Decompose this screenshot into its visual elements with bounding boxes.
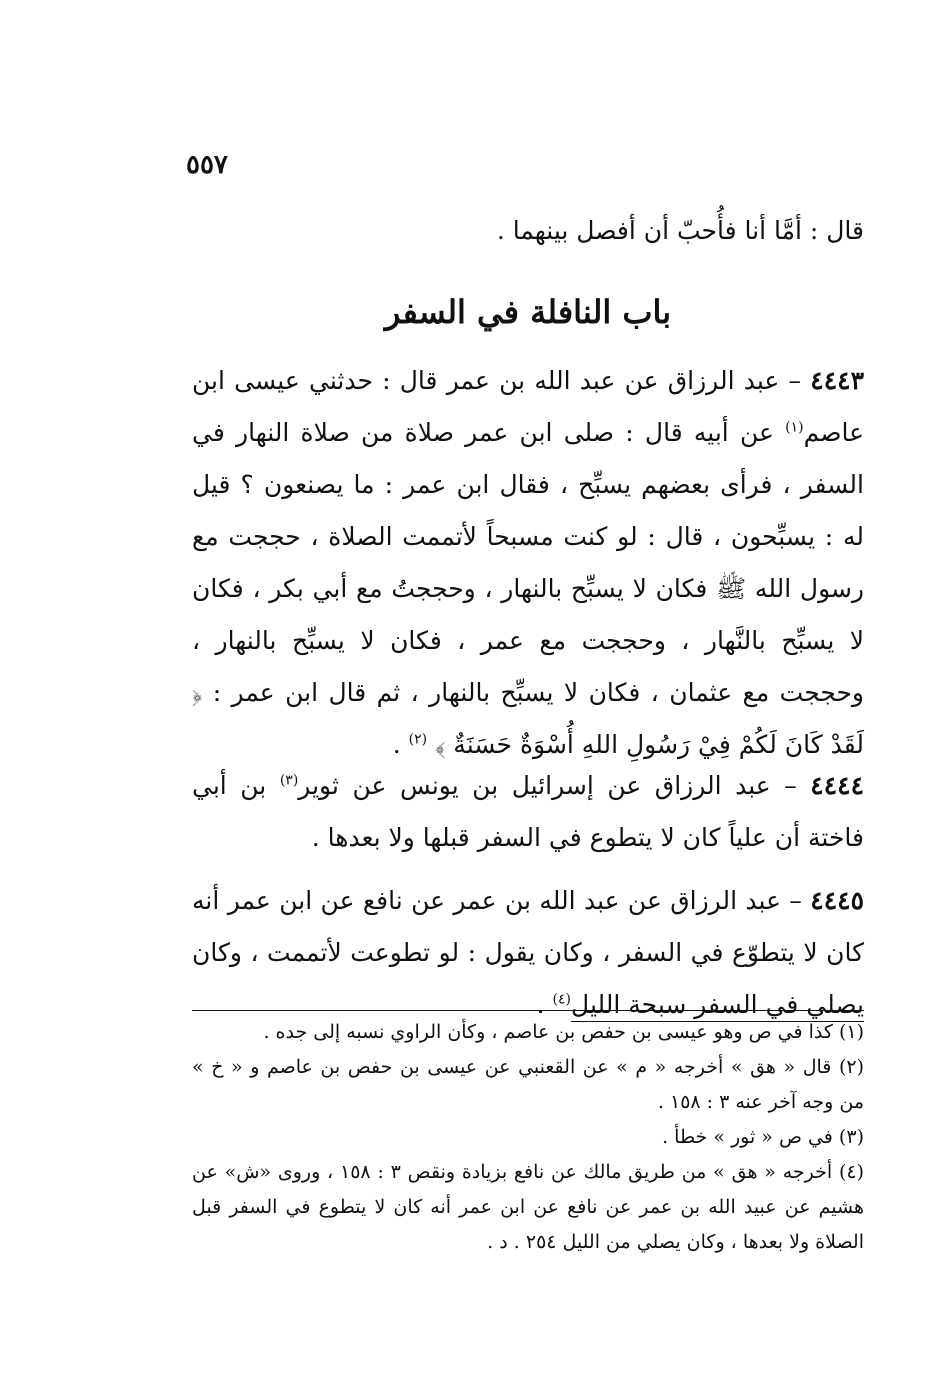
hadith-text: يصلي في السفر سبحة الليل bbox=[571, 990, 864, 1022]
hadith-text: . bbox=[392, 730, 401, 759]
footnote-ref: (٣) bbox=[279, 772, 299, 789]
hadith-4444 bbox=[192, 760, 864, 864]
hadith-text: – عبد الرزاق عن عبد الله بن عمر قال : حدثني عيسى ابن عاصم bbox=[192, 366, 864, 447]
hadith-4443 bbox=[192, 355, 864, 771]
footnotes bbox=[192, 1015, 864, 1260]
hadith-text: بن أبي فاختة أن علياً كان لا يتطوع في السفر قبلها ولا بعدها . bbox=[192, 771, 864, 852]
chapter-title: باب النافلة في السفر bbox=[384, 293, 672, 331]
footnote-3: (٣) في ص « ثور » خطأ . bbox=[662, 1126, 864, 1148]
hadith-text: – عبد الرزاق عن عبد الله بن عمر عن نافع عن ابن عمر أنه كان لا يتطوّع في السفر ، وكان يقول : لو تطوعت لأتممت ، وكان bbox=[192, 886, 864, 967]
footnote-divider bbox=[192, 1010, 864, 1011]
hadith-text: . bbox=[536, 990, 545, 1019]
hadith-text: عن أبيه قال : صلى ابن عمر صلاة من صلاة النهار في السفر ، فرأى بعضهم يسبِّح ، فقال ابن عمر : ما يصنعون ؟ قيل له : يسبِّحون ، قال : لو كنت مسبحاً لأتممت الصلاة ، حججت مع رسول الله ﷺ فكان لا يسبِّح بالنهار ، وحججتُ مع أبي بكر ، فكان لا يسبِّح بالنَّهار ، وحججت مع عمر ، فكان لا يسبِّح بالنهار ، وحججت مع عثمان ، فكان لا يسبِّح بالنهار ، ثم قال ابن عمر : ﴿ لَقَدْ كَانَ لَكُمْ فِيْ رَسُولِ اللهِ أُسْوَةٌ حَسَنَةٌ ﴾ bbox=[192, 418, 864, 759]
footnote-ref: (١) bbox=[785, 419, 804, 436]
intro-line: قال : أمَّا أنا فأُحبّ أن أفصل بينهما . bbox=[496, 216, 864, 245]
footnote-ref: (٢) bbox=[408, 731, 428, 748]
hadith-number: ٤٤٤٣ bbox=[810, 366, 865, 395]
hadith-4445 bbox=[192, 875, 864, 1031]
footnote-1: (١) كذا في ص وهو عيسى بن حفص بن عاصم ، وكأن الراوي نسبه إلى جده . bbox=[263, 1021, 864, 1043]
footnote-2: (٢) قال « هق » أخرجه « م » عن القعنبي عن عيسى بن حفص بن عاصم و « خ » من وجه آخر عنه ٣ : ١٥٨ . bbox=[192, 1056, 864, 1113]
hadith-number: ٤٤٤٤ bbox=[810, 771, 865, 800]
footnote-ref: (٤) bbox=[552, 991, 572, 1008]
page-number: ٥٥٧ bbox=[186, 150, 228, 180]
footnote-4: (٤) أخرجه « هق » من طريق مالك عن نافع بزيادة ونقص ٣ : ١٥٨ ، وروى «ش» عن هشيم عن عبيد الله بن عمر عن نافع عن ابن عمر أنه كان لا يتطوع في السفر قبل الصلاة ولا بعدها ، وكان يصلي من الليل ٢٥٤ . د . bbox=[192, 1161, 865, 1253]
hadith-number: ٤٤٤٥ bbox=[810, 886, 864, 915]
hadith-text: – عبد الرزاق عن إسرائيل بن يونس عن ثوير bbox=[298, 771, 797, 800]
